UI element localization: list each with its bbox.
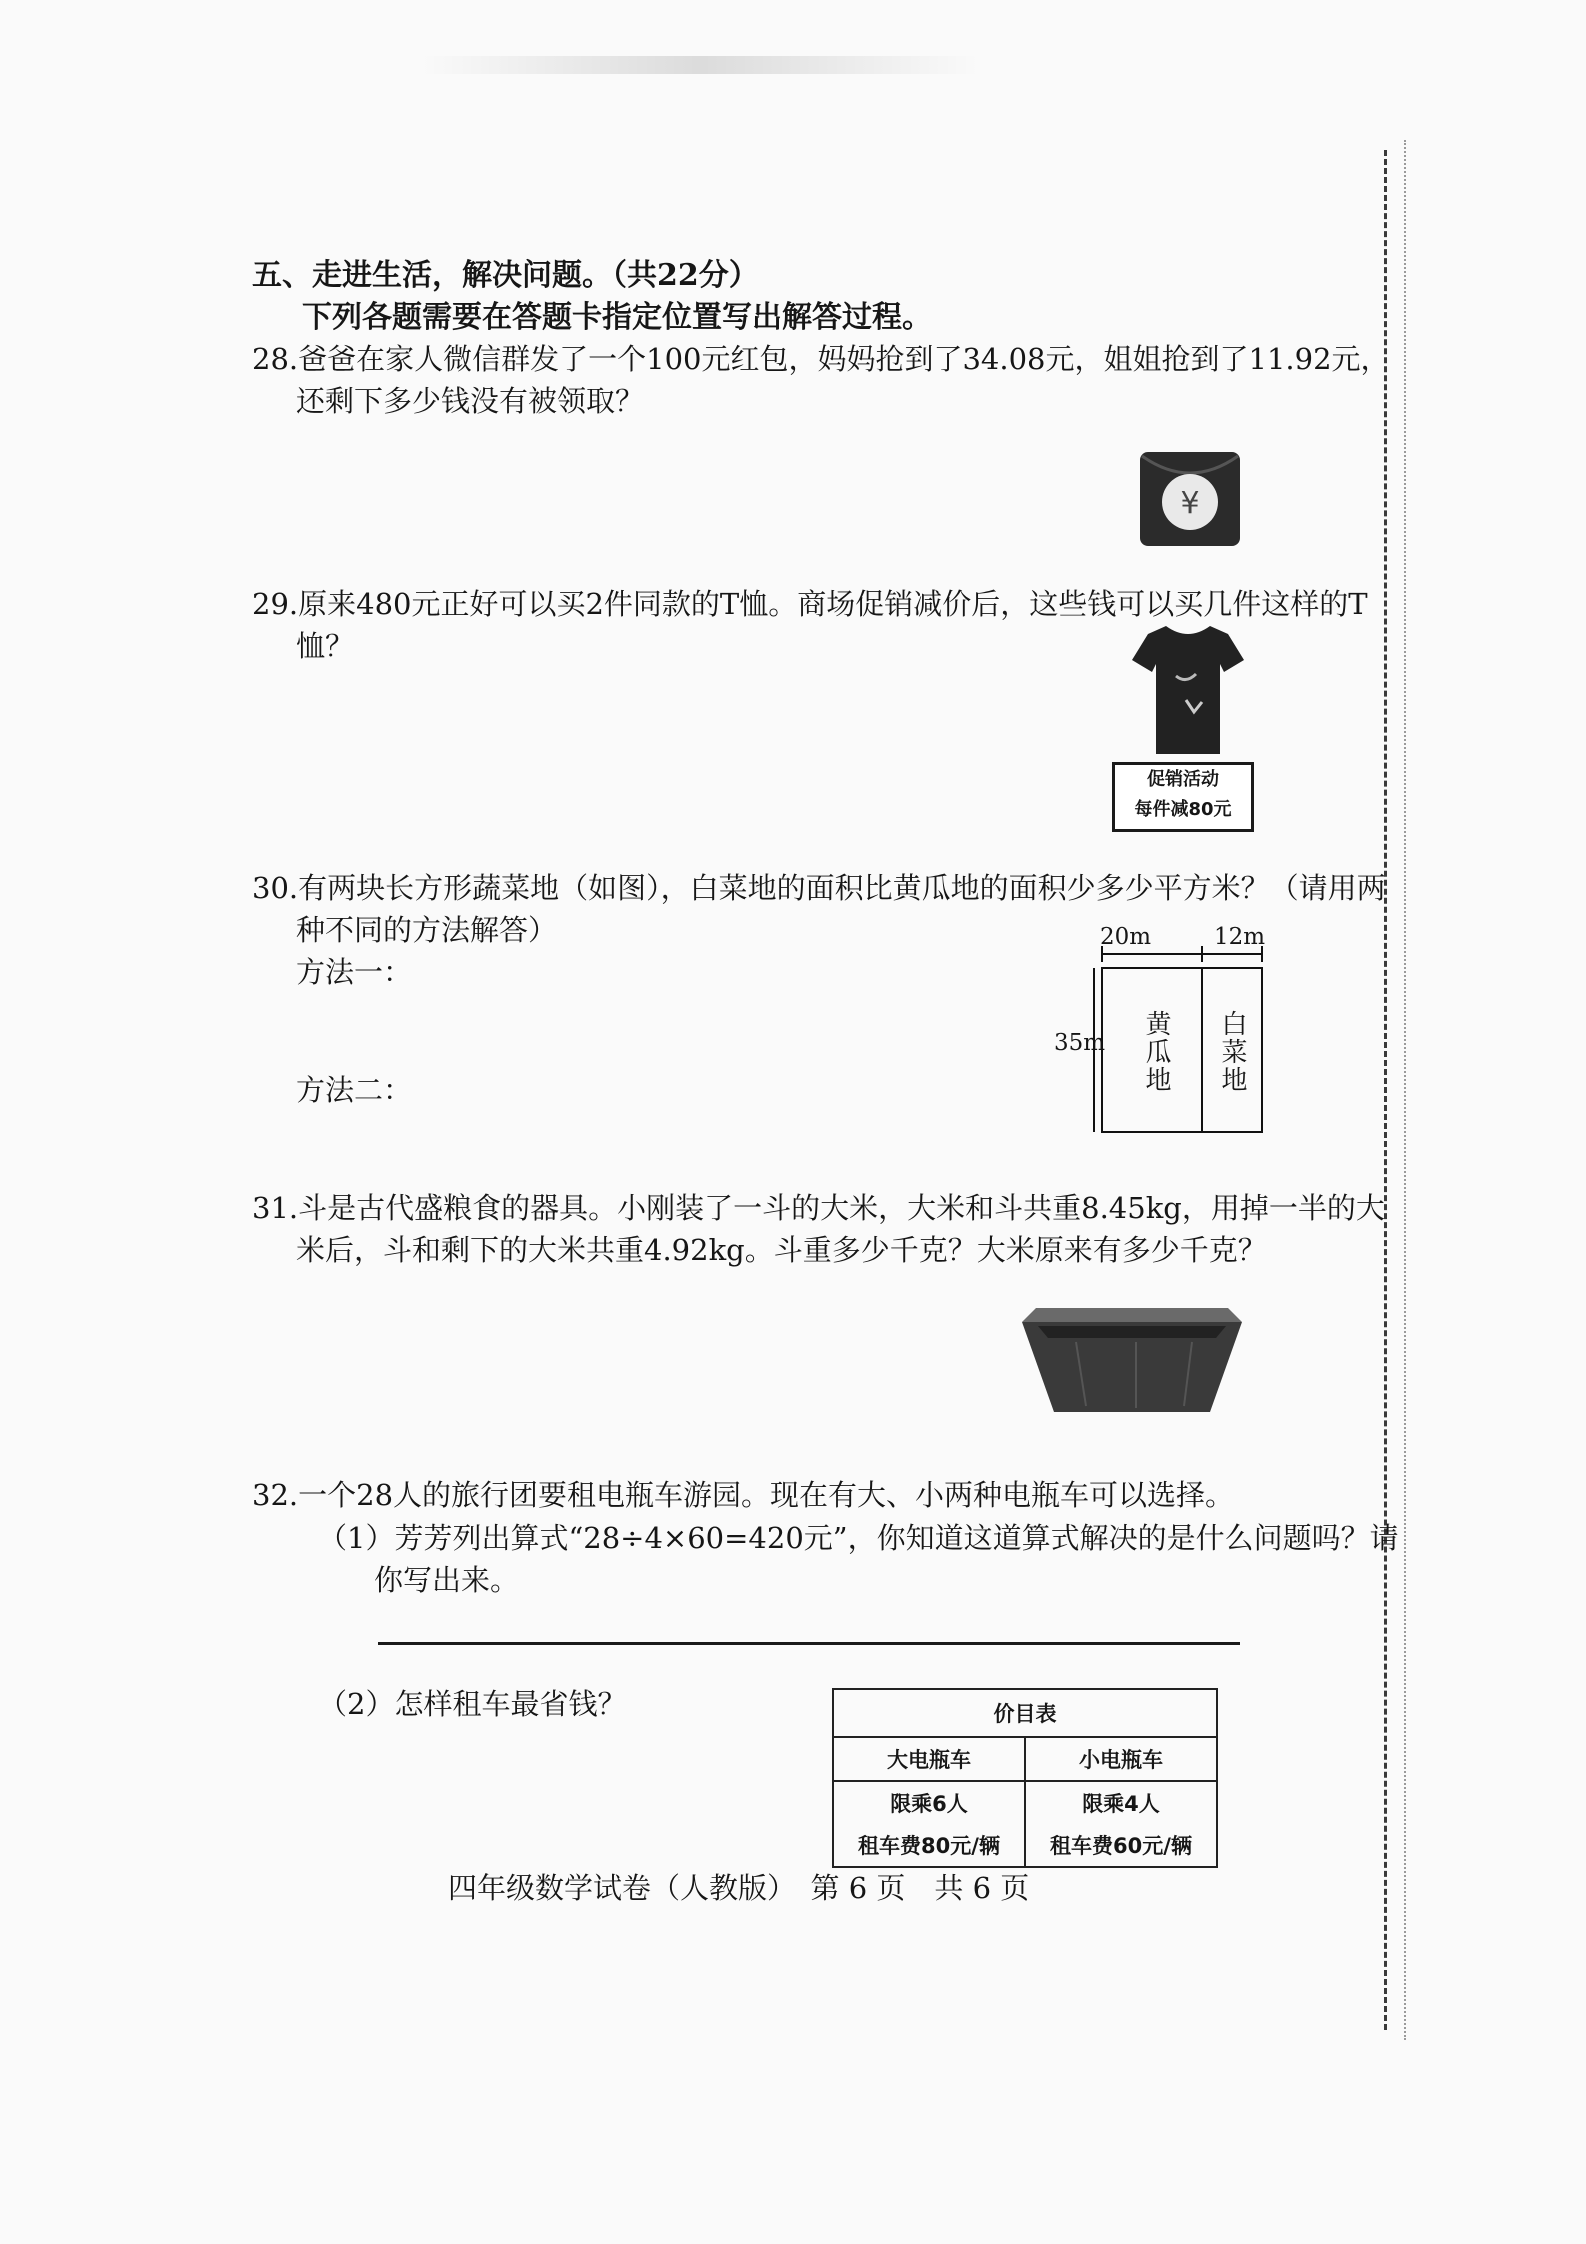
q31-text-line2: 米后，斗和剩下的大米共重4.92kg。斗重多少千克？大米原来有多少千克？ — [296, 1233, 1267, 1267]
price-table-header-large: 大电瓶车 — [833, 1737, 1025, 1781]
t-shirt-icon — [1128, 620, 1248, 758]
promo-box — [1112, 762, 1254, 832]
promo-line2: 每件减80元 — [1134, 799, 1232, 820]
q30-text-line2: 种不同的方法解答） — [296, 913, 558, 947]
price-table-title: 价目表 — [833, 1689, 1217, 1737]
price-table — [832, 1688, 1218, 1868]
binding-dashed-line — [1384, 150, 1387, 2030]
price-table-cell: 限乘4人 — [1025, 1781, 1217, 1824]
scan-artifact — [420, 56, 980, 74]
q29-text-line1: 29.原来480元正好可以买2件同款的T恤。商场促销减价后，这些钱可以买几件这样的T — [252, 587, 1368, 621]
q32-sub1-line1: （1）芳芳列出算式“28÷4×60=420元”，你知道这道算式解决的是什么问题吗？请 — [318, 1521, 1399, 1555]
q32-sub1-line2: 你写出来。 — [374, 1563, 520, 1597]
q32-sub2: （2）怎样租车最省钱？ — [318, 1687, 627, 1721]
q28-text-line1: 28.爸爸在家人微信群发了一个100元红包，妈妈抢到了34.08元，姐姐抢到了11.92元， — [252, 342, 1390, 376]
svg-text:¥: ¥ — [1180, 486, 1200, 521]
red-envelope-yuan-icon — [1138, 450, 1242, 548]
price-table-header-small: 小电瓶车 — [1025, 1737, 1217, 1781]
price-table-cell: 租车费60元/辆 — [1025, 1824, 1217, 1867]
section-instruction: 下列各题需要在答题卡指定位置写出解答过程。 — [302, 300, 932, 335]
page-footer: 四年级数学试卷（人教版） 第 6 页 共 6 页 — [448, 1871, 1030, 1905]
q32-text-line1: 32.一个28人的旅行团要租电瓶车游园。现在有大、小两种电瓶车可以选择。 — [252, 1478, 1235, 1512]
answer-line — [378, 1642, 1240, 1645]
cabbage-plot-label: 白菜地 — [1217, 1010, 1247, 1094]
price-table-cell: 租车费80元/辆 — [833, 1824, 1025, 1867]
figure-height: 35m — [1054, 1030, 1106, 1056]
q30-method2-label: 方法二： — [296, 1073, 413, 1107]
price-table-cell: 限乘6人 — [833, 1781, 1025, 1824]
promo-line1: 促销活动 — [1147, 769, 1219, 790]
q31-text-line1: 31.斗是古代盛粮食的器具。小刚装了一斗的大米，大米和斗共重8.45kg，用掉一半的大 — [252, 1191, 1385, 1225]
q30-method1-label: 方法一： — [296, 955, 413, 989]
q30-text-line1: 30.有两块长方形蔬菜地（如图），白菜地的面积比黄瓜地的面积少多少平方米？（请用两 — [252, 871, 1386, 905]
q29-text-line2: 恤？ — [296, 629, 355, 663]
q28-text-line2: 还剩下多少钱没有被领取？ — [296, 384, 645, 418]
figure-width-a: 20m — [1100, 924, 1152, 950]
binding-dotted-line — [1404, 140, 1406, 2040]
grain-measure-box-icon — [1016, 1302, 1248, 1416]
figure-width-b: 12m — [1214, 924, 1266, 950]
cucumber-plot-label: 黄瓜地 — [1141, 1010, 1171, 1094]
section-title: 五、走进生活，解决问题。（共22分） — [252, 258, 759, 293]
